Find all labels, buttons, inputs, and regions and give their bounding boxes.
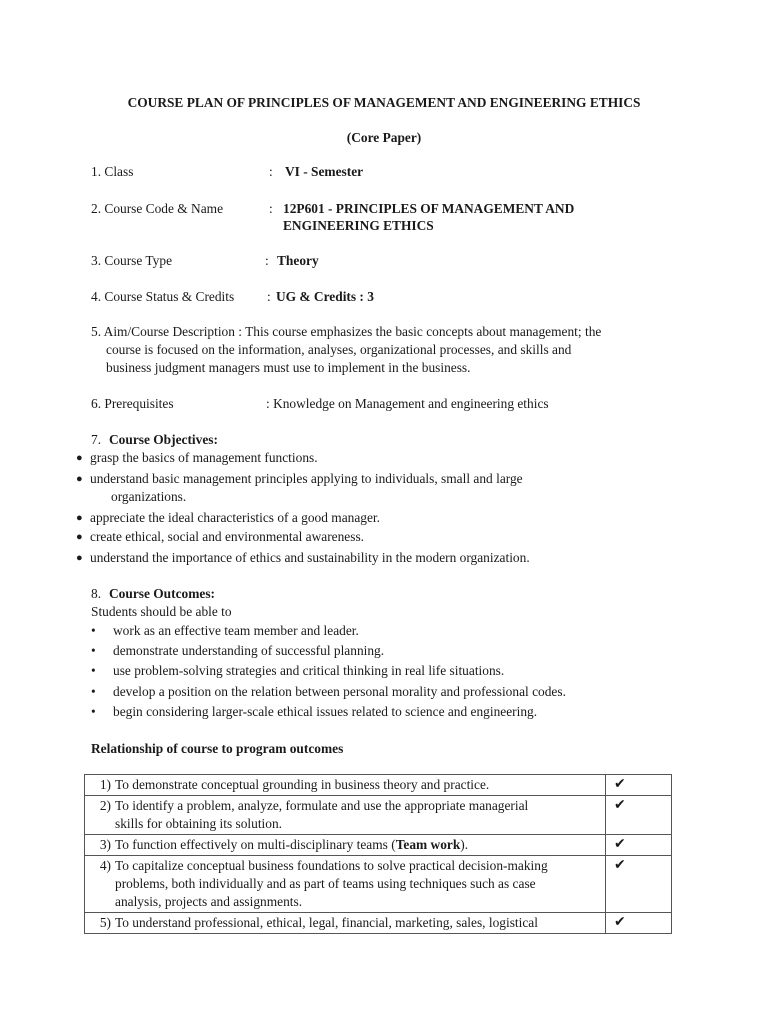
bullet-icon: ●	[76, 552, 83, 564]
check-icon: ✔	[605, 913, 671, 934]
bullet-icon: •	[91, 643, 96, 658]
course-status-label: 4. Course Status & Credits	[91, 289, 235, 304]
outcome-item: use problem-solving strategies and critical thinking in real life situations.	[113, 663, 505, 678]
row-text: To demonstrate conceptual grounding in business theory and practice.	[115, 777, 490, 792]
document-subtitle: (Core Paper)	[346, 130, 422, 145]
outcome-item: demonstrate understanding of successful planning.	[113, 643, 385, 658]
course-code-label: 2. Course Code & Name	[91, 201, 224, 216]
row-text-continuation: analysis, projects and assignments.	[115, 894, 303, 909]
objective-item: understand the importance of ethics and sustainability in the modern organization.	[90, 550, 530, 565]
bullet-icon: ●	[76, 452, 83, 464]
objective-item: appreciate the ideal characteristics of a good manager.	[90, 510, 380, 525]
row-text-bold: Team work	[395, 837, 461, 852]
check-icon: ✔	[605, 856, 671, 913]
bullet-icon: •	[91, 684, 96, 699]
bullet-icon: ●	[76, 512, 83, 524]
table-row	[85, 856, 672, 913]
document-title: COURSE PLAN OF PRINCIPLES OF MANAGEMENT AND ENGINEERING ETHICS	[127, 95, 641, 110]
course-code-colon: :	[269, 201, 273, 216]
table-row	[85, 913, 672, 934]
row-number: 1)	[99, 777, 111, 792]
course-status-colon: :	[267, 289, 271, 304]
bullet-icon: ●	[76, 531, 83, 543]
prerequisites-value: : Knowledge on Management and engineering ethics	[266, 396, 549, 411]
outcome-item: begin considering larger-scale ethical issues related to science and engineering.	[113, 704, 538, 719]
class-value: VI - Semester	[285, 164, 364, 179]
course-type-label: 3. Course Type	[91, 253, 173, 268]
check-icon: ✔	[605, 796, 671, 835]
course-type-value: Theory	[277, 253, 319, 268]
check-icon: ✔	[605, 835, 671, 856]
row-number: 4)	[99, 858, 111, 873]
bullet-icon: ●	[76, 473, 83, 485]
objectives-number: 7.	[91, 432, 102, 447]
course-type-colon: :	[265, 253, 269, 268]
prerequisites-label: 6. Prerequisites	[91, 396, 174, 411]
table-row	[85, 775, 672, 796]
row-text: To function effectively on multi-disciplinary teams (	[115, 837, 396, 852]
aim-line-3: business judgment managers must use to implement in the business.	[106, 360, 471, 375]
outcomes-heading: Course Outcomes:	[109, 586, 215, 601]
table-row	[85, 835, 672, 856]
bullet-icon: •	[91, 704, 96, 719]
objective-item: understand basic management principles applying to individuals, small and large	[90, 471, 523, 486]
class-colon: :	[269, 164, 273, 179]
course-code-value-line2: ENGINEERING ETHICS	[283, 218, 434, 233]
outcomes-number: 8.	[91, 586, 102, 601]
check-icon: ✔	[605, 775, 671, 796]
row-number: 2)	[99, 798, 111, 813]
row-text: To capitalize conceptual business foundations to solve practical decision-making	[115, 858, 548, 873]
relationship-heading: Relationship of course to program outcomes	[91, 741, 344, 756]
objective-item-continuation: organizations.	[111, 489, 187, 504]
row-text-continuation: skills for obtaining its solution.	[115, 816, 283, 831]
class-label: 1. Class	[91, 164, 134, 179]
aim-line-2: course is focused on the information, analyses, organizational processes, and skills and	[106, 342, 572, 357]
objective-item: grasp the basics of management functions.	[90, 450, 318, 465]
aim-line-1: 5. Aim/Course Description : This course emphasizes the basic concepts about management; the	[91, 324, 602, 339]
objectives-heading: Course Objectives:	[109, 432, 218, 447]
program-outcomes-table	[84, 774, 672, 934]
row-number: 5)	[99, 915, 111, 930]
outcome-item: develop a position on the relation between personal morality and professional codes.	[113, 684, 566, 699]
objective-item: create ethical, social and environmental awareness.	[90, 529, 365, 544]
table-row	[85, 796, 672, 835]
course-status-value: UG & Credits : 3	[276, 289, 374, 304]
outcomes-intro: Students should be able to	[91, 604, 232, 619]
bullet-icon: •	[91, 623, 96, 638]
course-code-value-line1: 12P601 - PRINCIPLES OF MANAGEMENT AND	[283, 201, 575, 216]
row-text-continuation: problems, both individually and as part of teams using techniques such as case	[115, 876, 536, 891]
outcome-item: work as an effective team member and leader.	[113, 623, 359, 638]
bullet-icon: •	[91, 663, 96, 678]
row-number: 3)	[99, 837, 111, 852]
row-text-end: ).	[460, 837, 469, 852]
row-text: To understand professional, ethical, legal, financial, marketing, sales, logistical	[115, 915, 538, 930]
row-text: To identify a problem, analyze, formulate and use the appropriate managerial	[115, 798, 529, 813]
